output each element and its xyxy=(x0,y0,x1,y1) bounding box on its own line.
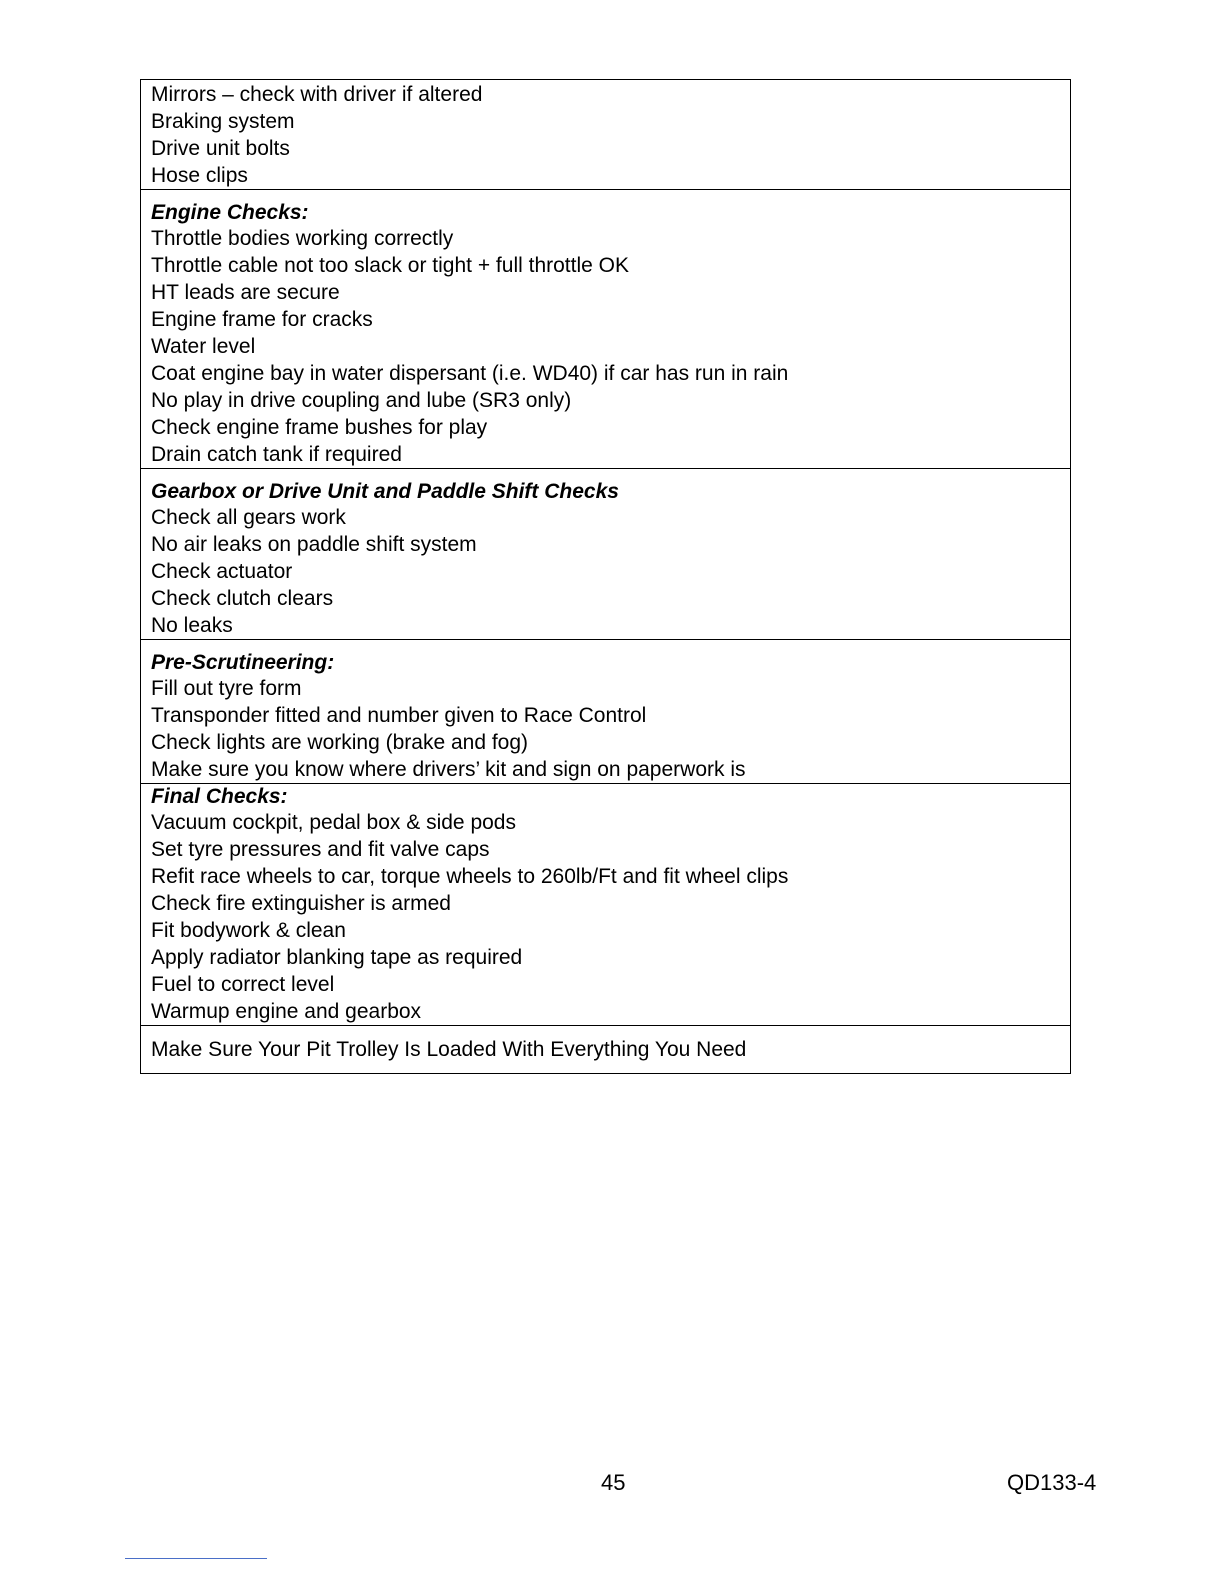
list-item: HT leads are secure xyxy=(151,281,340,304)
list-item: No play in drive coupling and lube (SR3 only) xyxy=(151,389,572,412)
section-heading: Pre-Scrutineering: xyxy=(151,651,335,674)
section-heading: Gearbox or Drive Unit and Paddle Shift Checks xyxy=(151,480,619,503)
list-item: Fill out tyre form xyxy=(151,677,302,700)
checklist-table xyxy=(140,79,1071,1074)
list-item: Drain catch tank if required xyxy=(151,443,402,466)
list-item: Braking system xyxy=(151,110,295,133)
section-cell xyxy=(141,469,1071,640)
list-item: Mirrors – check with driver if altered xyxy=(151,83,483,106)
section-heading: Engine Checks: xyxy=(151,201,309,224)
list-item: Throttle cable not too slack or tight + full throttle OK xyxy=(151,254,629,277)
list-item: No leaks xyxy=(151,614,233,637)
list-item: Fuel to correct level xyxy=(151,973,335,996)
checklist-footer-row xyxy=(141,1026,1071,1074)
list-item: Check engine frame bushes for play xyxy=(151,416,488,439)
section-cell xyxy=(141,80,1071,190)
list-item: Coat engine bay in water dispersant (i.e. WD40) if car has run in rain xyxy=(151,362,789,385)
document-code: QD133-4 xyxy=(1007,1470,1097,1495)
section-cell xyxy=(141,784,1071,1026)
list-item: Fit bodywork & clean xyxy=(151,919,346,942)
list-item: Throttle bodies working correctly xyxy=(151,227,454,250)
list-item: Check fire extinguisher is armed xyxy=(151,892,451,915)
list-item: Drive unit bolts xyxy=(151,137,290,160)
section-heading: Final Checks: xyxy=(151,785,288,808)
list-item: Check lights are working (brake and fog) xyxy=(151,731,529,754)
checklist-section xyxy=(141,784,1071,1026)
section-cell xyxy=(141,190,1071,469)
list-item: Check clutch clears xyxy=(151,587,334,610)
list-item: Transponder fitted and number given to Race Control xyxy=(151,704,647,727)
checklist-section xyxy=(141,190,1071,469)
list-item: Check all gears work xyxy=(151,506,346,529)
footer-note: Make Sure Your Pit Trolley Is Loaded With Everything You Need xyxy=(141,1026,1071,1074)
list-item: Make sure you know where drivers’ kit and sign on paperwork is xyxy=(151,758,746,781)
list-item: Engine frame for cracks xyxy=(151,308,373,331)
page-number: 45 xyxy=(601,1470,626,1495)
checklist-section xyxy=(141,469,1071,640)
checklist-section xyxy=(141,80,1071,190)
footnote-separator xyxy=(125,1558,267,1559)
list-item: Warmup engine and gearbox xyxy=(151,1000,422,1023)
list-item: Vacuum cockpit, pedal box & side pods xyxy=(151,811,516,834)
list-item: Check actuator xyxy=(151,560,293,583)
section-cell xyxy=(141,640,1071,784)
list-item: No air leaks on paddle shift system xyxy=(151,533,477,556)
list-item: Refit race wheels to car, torque wheels to 260lb/Ft and fit wheel clips xyxy=(151,865,789,888)
checklist-section xyxy=(141,640,1071,784)
list-item: Water level xyxy=(151,335,256,358)
list-item: Apply radiator blanking tape as required xyxy=(151,946,523,969)
list-item: Set tyre pressures and fit valve caps xyxy=(151,838,490,861)
list-item: Hose clips xyxy=(151,164,248,187)
